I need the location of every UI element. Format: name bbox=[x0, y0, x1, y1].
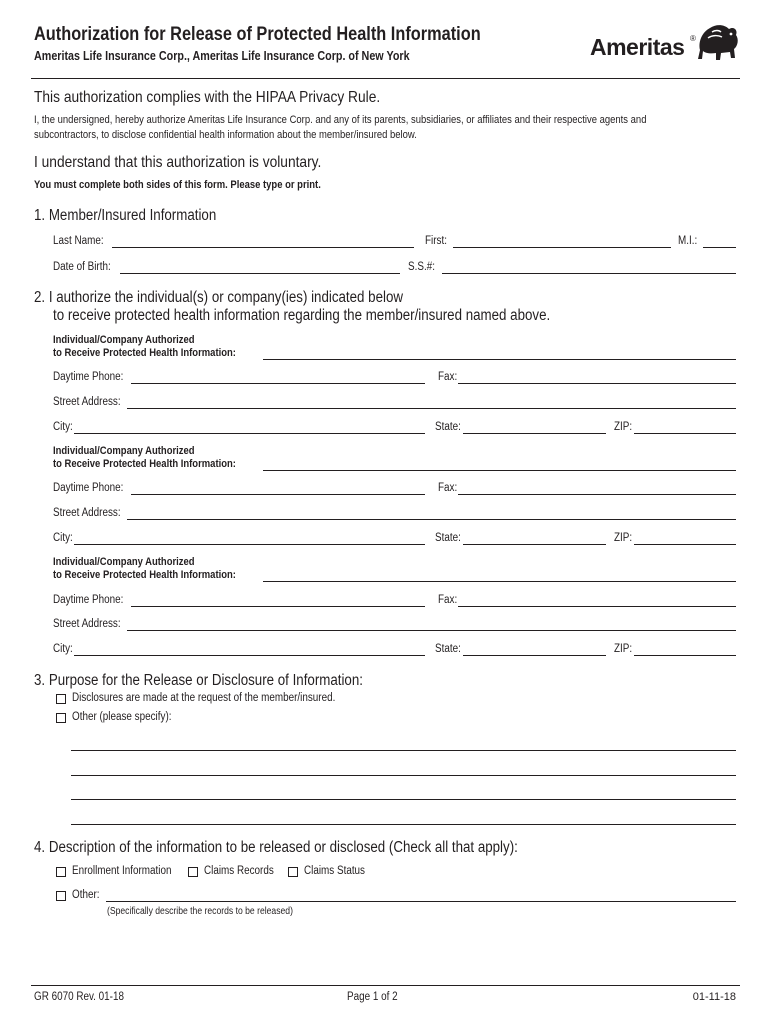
daytime-phone-field[interactable] bbox=[131, 383, 425, 384]
state-field[interactable] bbox=[463, 655, 606, 656]
city-field[interactable] bbox=[74, 544, 425, 545]
form-number: GR 6070 Rev. 01-18 bbox=[34, 991, 124, 1003]
section-2-heading-line-1: 2. I authorize the individual(s) or company(ies) indicated below bbox=[34, 289, 403, 306]
revision-date: 01-11-18 bbox=[692, 991, 736, 1003]
authorized-party-field[interactable] bbox=[263, 359, 736, 360]
last-name-field[interactable] bbox=[112, 247, 414, 248]
other-purpose-line-2[interactable] bbox=[71, 775, 736, 776]
claims-records-label: Claims Records bbox=[204, 865, 274, 877]
ssn-field[interactable] bbox=[442, 273, 736, 274]
middle-initial-label: M.I.: bbox=[678, 235, 698, 247]
authorized-party-label-line-2: to Receive Protected Health Information: bbox=[53, 347, 236, 359]
zip-label: ZIP: bbox=[614, 421, 633, 433]
daytime-phone-field[interactable] bbox=[131, 606, 425, 607]
fax-field[interactable] bbox=[458, 494, 736, 495]
hipaa-text-line-2: subcontractors, to disclose confidential health information about the member/insured below. bbox=[34, 129, 417, 141]
other-purpose-line-4[interactable] bbox=[71, 824, 736, 825]
other-purpose-line-3[interactable] bbox=[71, 799, 736, 800]
enrollment-information-label: Enrollment Information bbox=[72, 865, 172, 877]
street-address-field[interactable] bbox=[127, 519, 736, 520]
form-subtitle: Ameritas Life Insurance Corp., Ameritas Life Insurance Corp. of New York bbox=[34, 49, 410, 63]
first-name-field[interactable] bbox=[453, 247, 671, 248]
bison-icon bbox=[694, 20, 740, 64]
city-label: City: bbox=[53, 532, 73, 544]
zip-label: ZIP: bbox=[614, 643, 633, 655]
authorized-party-label-line-1: Individual/Company Authorized bbox=[53, 445, 195, 457]
fax-label: Fax: bbox=[438, 371, 458, 383]
first-name-label: First: bbox=[425, 235, 447, 247]
header-divider bbox=[31, 78, 740, 79]
hipaa-text-line-1: I, the undersigned, hereby authorize Ameritas Life Insurance Corp. and any of its parents, subsidiaries, or affiliates and their respective agents and bbox=[34, 114, 647, 126]
daytime-phone-label: Daytime Phone: bbox=[53, 371, 124, 383]
voluntary-heading: I understand that this authorization is voluntary. bbox=[34, 154, 322, 171]
daytime-phone-label: Daytime Phone: bbox=[53, 594, 124, 606]
state-label: State: bbox=[435, 421, 461, 433]
claims-status-checkbox[interactable] bbox=[288, 867, 298, 877]
state-field[interactable] bbox=[463, 433, 606, 434]
authorized-party-label-line-2: to Receive Protected Health Information: bbox=[53, 569, 236, 581]
instructions-text: You must complete both sides of this form. Please type or print. bbox=[34, 179, 321, 191]
other-records-checkbox[interactable] bbox=[56, 891, 66, 901]
footer-divider bbox=[31, 985, 740, 986]
fax-field[interactable] bbox=[458, 383, 736, 384]
member-request-checkbox[interactable] bbox=[56, 694, 66, 704]
state-label: State: bbox=[435, 643, 461, 655]
form-title: Authorization for Release of Protected Health Information bbox=[34, 24, 481, 45]
fax-field[interactable] bbox=[458, 606, 736, 607]
ameritas-logo bbox=[590, 20, 740, 68]
section-1-heading: 1. Member/Insured Information bbox=[34, 207, 217, 224]
other-purpose-label: Other (please specify): bbox=[72, 711, 172, 723]
middle-initial-field[interactable] bbox=[703, 247, 736, 248]
last-name-label: Last Name: bbox=[53, 235, 104, 247]
other-records-field[interactable] bbox=[106, 901, 736, 902]
street-address-label: Street Address: bbox=[53, 396, 121, 408]
daytime-phone-field[interactable] bbox=[131, 494, 425, 495]
street-address-field[interactable] bbox=[127, 408, 736, 409]
claims-status-label: Claims Status bbox=[304, 865, 366, 877]
city-label: City: bbox=[53, 421, 73, 433]
fax-label: Fax: bbox=[438, 594, 458, 606]
other-purpose-checkbox[interactable] bbox=[56, 713, 66, 723]
section-3-heading: 3. Purpose for the Release or Disclosure of Information: bbox=[34, 672, 363, 689]
zip-field[interactable] bbox=[634, 544, 736, 545]
logo-registered-mark: ® bbox=[690, 34, 696, 43]
street-address-label: Street Address: bbox=[53, 507, 121, 519]
member-request-label: Disclosures are made at the request of the member/insured. bbox=[72, 692, 336, 704]
city-field[interactable] bbox=[74, 433, 425, 434]
zip-field[interactable] bbox=[634, 433, 736, 434]
dob-field[interactable] bbox=[120, 273, 400, 274]
authorized-party-label-line-1: Individual/Company Authorized bbox=[53, 556, 195, 568]
hipaa-heading: This authorization complies with the HIPAA Privacy Rule. bbox=[34, 89, 381, 106]
ssn-label: S.S.#: bbox=[408, 261, 435, 273]
authorized-party-field[interactable] bbox=[263, 470, 736, 471]
city-label: City: bbox=[53, 643, 73, 655]
other-records-note: (Specifically describe the records to be released) bbox=[107, 906, 293, 917]
zip-field[interactable] bbox=[634, 655, 736, 656]
state-label: State: bbox=[435, 532, 461, 544]
other-records-label: Other: bbox=[72, 889, 100, 901]
section-2-heading-line-2: to receive protected health information regarding the member/insured named above. bbox=[53, 307, 551, 324]
claims-records-checkbox[interactable] bbox=[188, 867, 198, 877]
zip-label: ZIP: bbox=[614, 532, 633, 544]
authorized-party-label-line-1: Individual/Company Authorized bbox=[53, 334, 195, 346]
logo-wordmark: Ameritas bbox=[590, 34, 685, 60]
page-number: Page 1 of 2 bbox=[347, 991, 398, 1003]
street-address-field[interactable] bbox=[127, 630, 736, 631]
section-4-heading: 4. Description of the information to be released or disclosed (Check all that apply): bbox=[34, 839, 518, 856]
authorized-party-label-line-2: to Receive Protected Health Information: bbox=[53, 458, 236, 470]
daytime-phone-label: Daytime Phone: bbox=[53, 482, 124, 494]
authorized-party-field[interactable] bbox=[263, 581, 736, 582]
state-field[interactable] bbox=[463, 544, 606, 545]
street-address-label: Street Address: bbox=[53, 618, 121, 630]
enrollment-information-checkbox[interactable] bbox=[56, 867, 66, 877]
city-field[interactable] bbox=[74, 655, 425, 656]
fax-label: Fax: bbox=[438, 482, 458, 494]
dob-label: Date of Birth: bbox=[53, 261, 111, 273]
other-purpose-line-1[interactable] bbox=[71, 750, 736, 751]
